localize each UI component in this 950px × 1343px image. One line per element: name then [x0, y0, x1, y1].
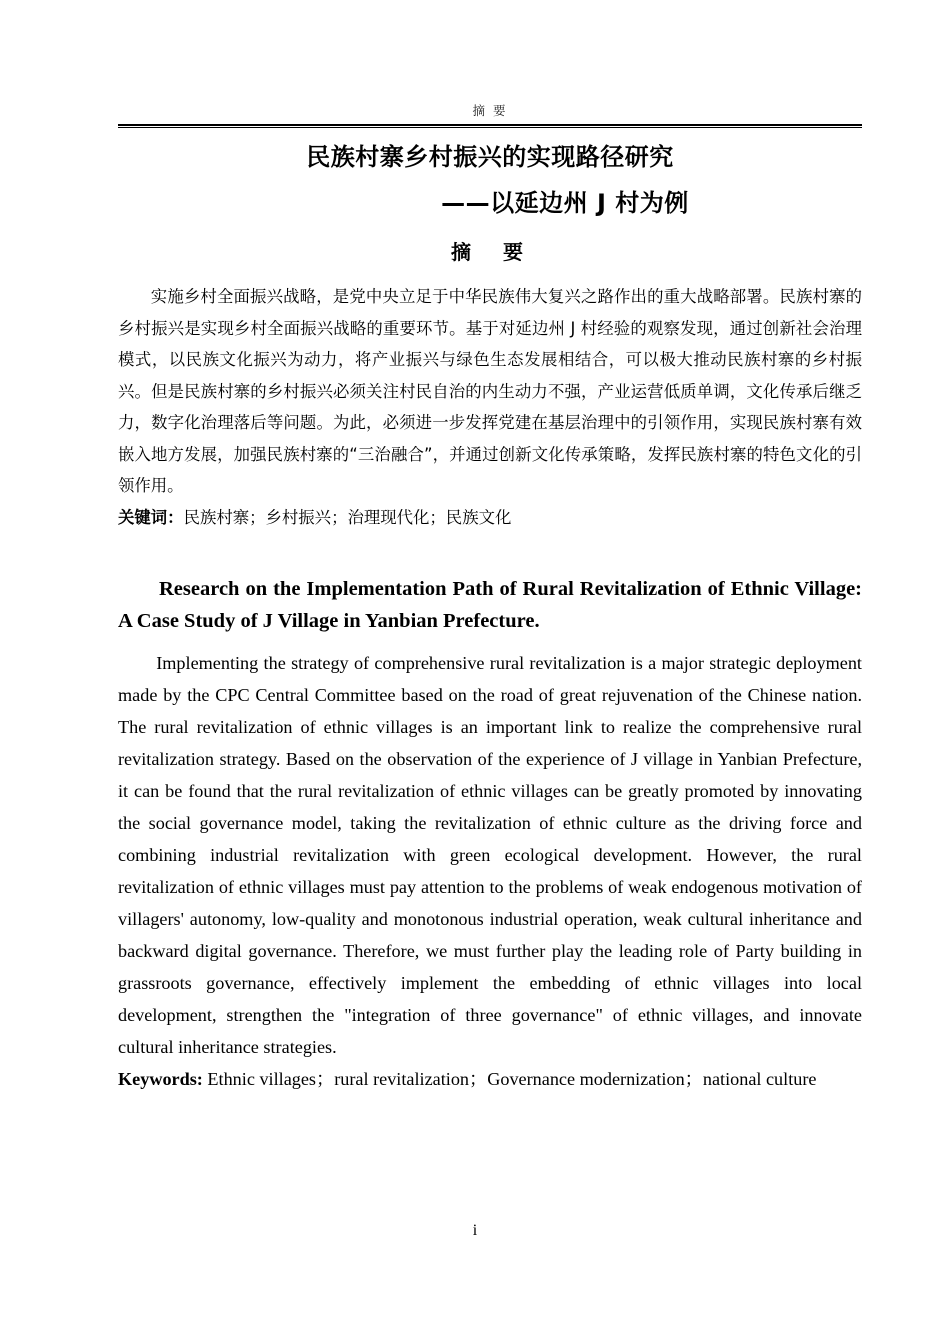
english-keywords-label: Keywords: [118, 1069, 203, 1089]
chinese-keywords [118, 502, 862, 534]
chinese-abstract-body: 实施乡村全面振兴战略，是党中央立足于中华民族伟大复兴之路作出的重大战略部署。民族村寨的乡村振兴是实现乡村全面振兴战略的重要环节。基于对延边州 J 村经验的观察发现，通过创新社会治理模式，以民族文化振兴为动力，将产业振兴与绿色生态发展相结合，可以极大推动民族村寨的乡村振兴。但是民族村寨的乡村振兴必须关注村民自治的内生动力不强，产业运营低质单调，文化传承后继乏力，数字化治理落后等问题。为此，必须进一步发挥党建在基层治理中的引领作用，实现民族村寨有效嵌入地方发展，加强民族村寨的“三治融合”，并通过创新文化传承策略，发挥民族村寨的特色文化的引领作用。 [118, 287, 862, 495]
header-rule-thick-line [118, 124, 862, 126]
english-abstract-body: Implementing the strategy of comprehensive rural revitalization is a major strategic deployment made by the CPC Central Committee based on the road of great rejuvenation of the Chinese nation. The rural revitalization of ethnic villages is an important link to realize the comprehensive rural revitalization strategy. Based on the observation of the experience of J village in Yanbian Prefecture, it can be found that the rural revitalization of ethnic villages can be greatly promoted by innovating the social governance model, taking the revitalization of ethnic culture as the driving force and combining industrial revitalization with green ecological development. However, the rural revitalization of ethnic villages must pay attention to the problems of weak endogenous motivation of villagers' autonomy, low-quality and monotonous industrial operation, weak cultural inheritance and backward digital governance. Therefore, we must further play the leading role of Party building in grassroots governance, effectively implement the embedding of ethnic villages into local development, strengthen the "integration of three governance" of ethnic villages, and innovate cultural inheritance strategies. [118, 653, 862, 1057]
running-header: 摘 要 [472, 103, 508, 118]
english-keywords [118, 1063, 862, 1095]
chinese-keywords-label: 关键词： [118, 507, 184, 527]
english-title: Research on the Implementation Path of Rural Revitalization of Ethnic Village: A Case Study of J Village in Yanbian Prefecture. [118, 578, 862, 632]
page-content [118, 138, 862, 1095]
chinese-keywords-value: 民族村寨；乡村振兴；治理现代化；民族文化 [183, 507, 512, 527]
header-double-rule [118, 124, 862, 128]
chinese-subtitle: ——以延边州 J 村为例 [441, 189, 689, 217]
chinese-abstract-heading: 摘 要 [451, 240, 529, 264]
chinese-title: 民族村寨乡村振兴的实现路径研究 [306, 143, 674, 171]
header-rule-thin-line [118, 127, 862, 128]
page-number: i [472, 1222, 478, 1239]
english-keywords-value: Ethnic villages；rural revitalization；Governance modernization；national culture [202, 1069, 817, 1089]
